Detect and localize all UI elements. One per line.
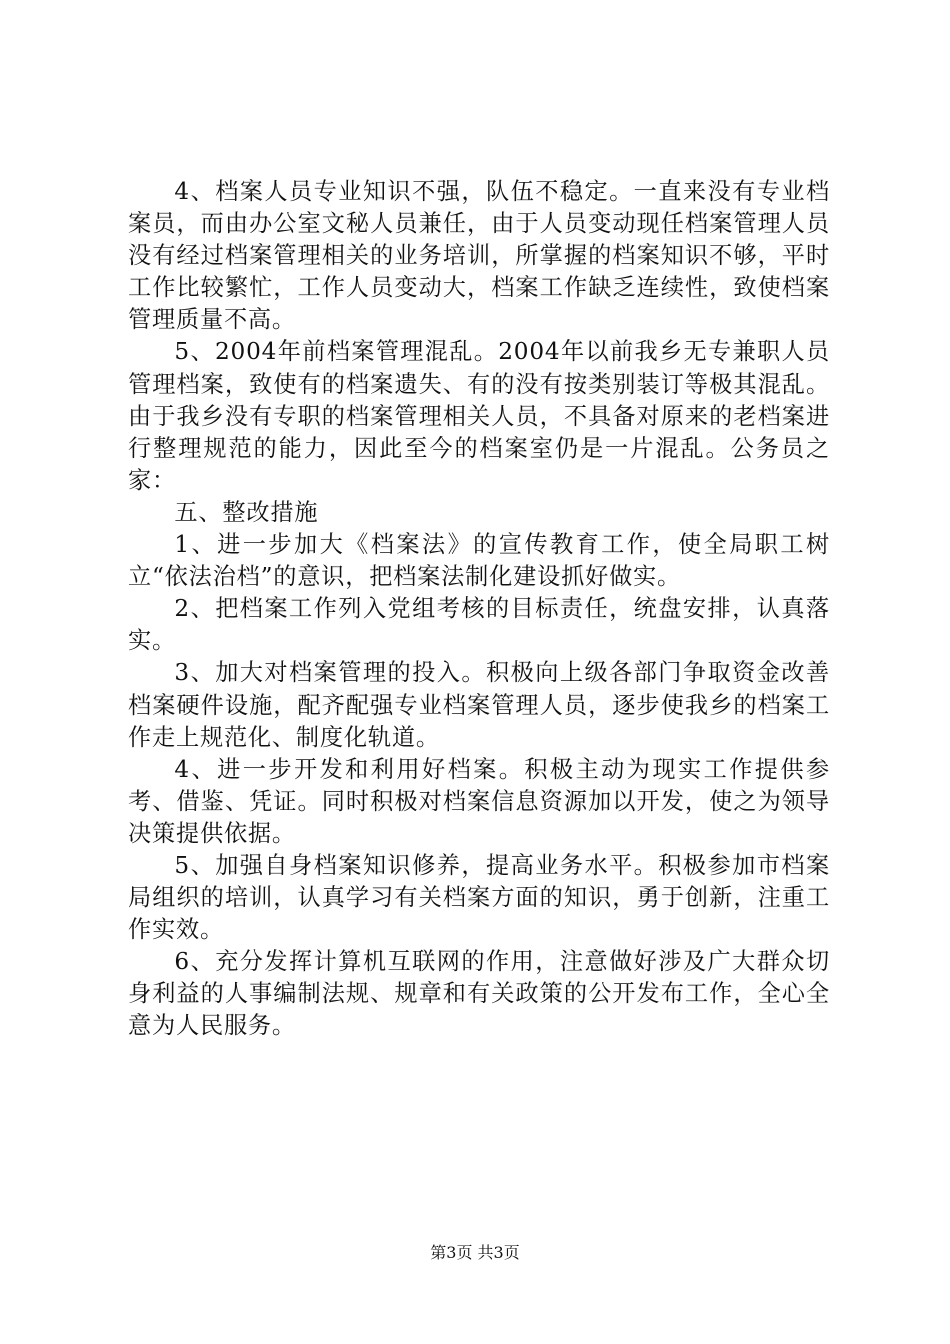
document-body <box>128 176 830 1043</box>
paragraph-archive-disorder: 5、2004年前档案管理混乱。2004年以前我乡无专兼职人员管理档案，致使有的档案遗失、有的没有按类别装订等极其混乱。由于我乡没有专职的档案管理相关人员，不具备对原来的老档案进行整理规范的能力，因此至今的档案室仍是一片混乱。公务员之家： <box>128 338 830 494</box>
page-number-footer: 第3页 共3页 <box>430 1243 520 1262</box>
paragraph-measure-3: 3、加大对档案管理的投入。积极向上级各部门争取资金改善档案硬件设施，配齐配强专业档案管理人员，逐步使我乡的档案工作走上规范化、制度化轨道。 <box>128 659 830 751</box>
section-heading-rectification: 五、整改措施 <box>174 498 319 526</box>
paragraph-measure-6: 6、充分发挥计算机互联网的作用，注意做好涉及广大群众切身利益的人事编制法规、规章和有关政策的公开发布工作，全心全意为人民服务。 <box>128 948 830 1040</box>
paragraph-archive-staff: 4、档案人员专业知识不强，队伍不稳定。一直来没有专业档案员，而由办公室文秘人员兼任，由于人员变动现任档案管理人员没有经过档案管理相关的业务培训，所掌握的档案知识不够，平时工作比较繁忙，工作人员变动大，档案工作缺乏连续性，致使档案管理质量不高。 <box>128 178 830 334</box>
paragraph-measure-2: 2、把档案工作列入党组考核的目标责任，统盘安排，认真落实。 <box>128 595 830 655</box>
paragraph-measure-4: 4、进一步开发和利用好档案。积极主动为现实工作提供参考、借鉴、凭证。同时积极对档案信息资源加以开发，使之为领导决策提供依据。 <box>128 755 830 847</box>
paragraph-measure-1: 1、进一步加大《档案法》的宣传教育工作，使全局职工树立“依法治档”的意识，把档案法制化建设抓好做实。 <box>128 531 830 591</box>
paragraph-measure-5: 5、加强自身档案知识修养，提高业务水平。积极参加市档案局组织的培训，认真学习有关档案方面的知识，勇于创新，注重工作实效。 <box>128 851 830 944</box>
